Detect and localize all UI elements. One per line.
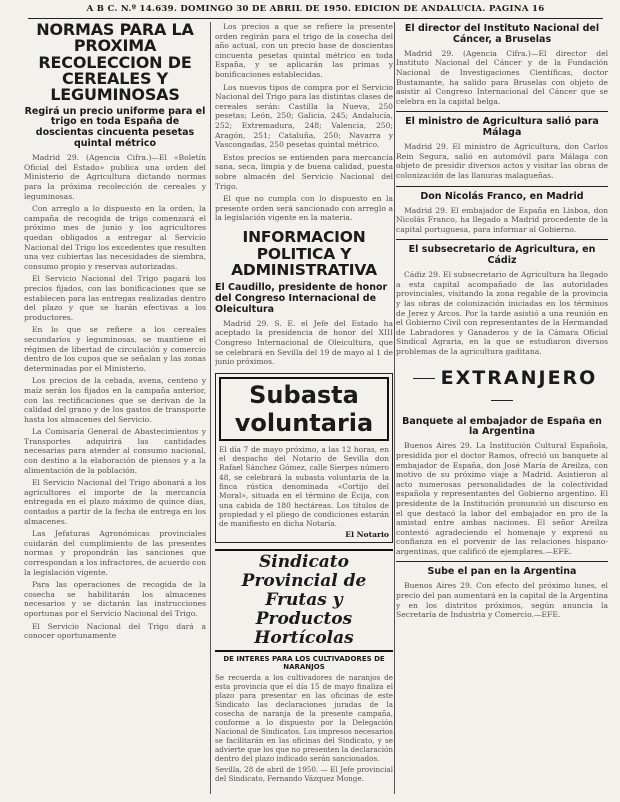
column-right: [396, 22, 608, 794]
article-paragraph: La Comisaría General de Abastecimientos y Transportes adquirirá las cantidades necesarias para atender al consumo nacional, con destino a la elaboración de piensos y a la alimentación de la población.: [24, 427, 206, 475]
article-paragraph: El Servicio Nacional del Trigo dará a conocer oportunamente: [24, 621, 206, 641]
sindicato-banner: Sindicato Provincial de Frutas y Productos Hortícolas: [215, 549, 393, 652]
column-rule: [210, 22, 211, 794]
divider: [396, 561, 608, 562]
article-paragraph: Para las operaciones de recogida de la cosecha se habilitarán los almacenes necesarios y se dictarán las instrucciones oportunas por el Servicio Nacional del Trigo.: [24, 580, 206, 618]
section-title-extranjero: EXTRANJERO: [396, 367, 608, 411]
article-paragraph: Buenos Aires 29. La Institución Cultural Española, presidida por el doctor Ramos, ofreció un banquete al embajador de España, don José María de Areilza, con motivo de su próximo viaje a Madrid. Asistieron al acto numerosas personalidades de la colectividad española y representantes del Gobierno argentino. El presidente de la Institución pronunció un discurso en el que destacó la labor del embajador en pro de la amistad entre ambas naciones. El señor Areilza contestó agradeciendo el homenaje y expresó su confianza en el porvenir de las relaciones hispano-argentinas, que calificó de ejemplares.—EFE.: [396, 441, 608, 556]
article-paragraph: Buenos Aires 29. Con efecto del próximo lunes, el precio del pan aumentará en la capital de la Argentina y en los distritos próximos, según anuncia la Secretaría de Industria y Comercio.—EFE.: [396, 581, 608, 620]
article-paragraph: Las Jefaturas Agronómicas provinciales cuidarán del cumplimiento de las presentes normas y propondrán las sanciones que correspondan a los infractores, de acuerdo con la legislación vigente.: [24, 529, 206, 577]
column-left: [24, 22, 206, 794]
article-headline: Banquete al embajador de España en la Argentina: [402, 415, 602, 438]
article-headline: El subsecretario de Agricultura, en Cádiz: [408, 244, 596, 267]
article-paragraph: Con arreglo a lo dispuesto en la orden, la campaña de recogida de trigo comenzará el próximo mes de junio y los agricultores quedan obligados a entregar al Servicio Nacional del Trigo los excedentes que resulten una vez cubiertas las necesidades de siembra, consumo propio y reservas autorizadas.: [24, 204, 206, 271]
auction-body: El día 7 de mayo próximo, a las 12 horas, en el despacho del Notario de Sevilla don Rafael Sánchez Gómez, calle Sierpes número 48, se celebrará la subasta voluntaria de la finca rústica denominada «Cortijo del Moral», situada en el término de Écija, con una cabida de 180 hectáreas. Los títulos de propiedad y el pliego de condiciones estarán de manifiesto en dicha Notaría.: [219, 444, 389, 529]
article-paragraph: Los nuevos tipos de compra por el Servicio Nacional del Trigo para las distintas clases de cereales serán: Castilla la Nueva, 250 pesetas; León, 250; Galicia, 245; Andalucía, 252; Extremadura, 248; Valencia, 250; Aragón, 251; Cataluña, 250; Navarra y Vascongadas, 250 pesetas quintal métrico.: [215, 82, 393, 150]
article-paragraph: En lo que se refiere a los cereales secundarios y leguminosas, se mantiene el régimen de libertad de circulación y comercio dentro de los cupos que se señalan y las zonas determinadas por el Ministerio.: [24, 325, 206, 373]
article-paragraph: El Servicio Nacional del Trigo pagará los precios fijados, con las bonificaciones que se establecen para las entregas realizadas dentro del plazo y que se harán efectivas a los productores.: [24, 274, 206, 322]
column-rule: [394, 22, 395, 794]
divider: [396, 111, 608, 112]
divider: [396, 239, 608, 240]
article-paragraph: Madrid 29. El ministro de Agricultura, don Carlos Rein Segura, salió en automóvil para Málaga con objeto de presidir diversos actos y visitar las obras de colonización de las llanuras malagueñas.: [396, 142, 608, 181]
article-paragraph: Los precios de la cebada, avena, centeno y maíz serán los fijados en la campaña anterior, con las rectificaciones que se derivan de la calidad del grano y de los gastos de transporte hasta los almacenes del Servicio.: [24, 376, 206, 424]
article-headline: El Caudillo, presidente de honor del Congreso Internacional de Oleicultura: [215, 282, 388, 315]
article-paragraph: Estos precios se entienden para mercancía sana, seca, limpia y de buena calidad, puesta sobre almacén del Servicio Nacional del Trigo.: [215, 152, 393, 191]
sindicato-signature: Sevilla, 28 de abril de 1950. — El Jefe provincial del Sindicato, Fernando Vázquez Monge.: [215, 765, 393, 784]
article-paragraph: Cádiz 29. El subsecretario de Agricultura ha llegado a esta capital acompañado de las autoridades provinciales, visitando la zona regable de la provincia y las obras de colonización iniciadas en los términos de Jerez y Arcos. Por la tarde asistió a una reunión en el Gobierno Civil con representantes de la Hermandad de Labradores y Ganaderos y de la Cámara Oficial Sindical Agraria, en la que se estudiaron diversos problemas de la agricultura gaditana.: [396, 270, 608, 356]
column-middle: [215, 22, 393, 794]
auction-advert: [215, 373, 393, 544]
sindicato-tagline: DE INTERES PARA LOS CULTIVADORES DE NARANJOS: [223, 655, 385, 672]
main-headline: NORMAS PARA LA PROXIMA RECOLECCION DE CEREALES Y LEGUMINOSAS: [36, 22, 194, 105]
article-headline: El ministro de Agricultura salió para Málaga: [405, 116, 599, 139]
sindicato-notice: Se recuerda a los cultivadores de naranjos de esta provincia que el día 15 de mayo finaliza el plazo para presentar en las oficinas de este Sindicato las declaraciones juradas de la cosecha de naranja de la presente campaña, conforme a lo dispuesto por la Delegación Nacional de Sindicatos. Los impresos necesarios se facilitarán en las oficinas del Sindicato, y se advierte que los que no presenten la declaración dentro del plazo indicado serán sancionados.: [215, 673, 393, 764]
main-subheadline: Regirá un precio uniforme para el trigo en toda España de doscientas cincuenta pesetas quintal métrico: [24, 105, 206, 150]
article-headline: Sube el pan en la Argentina: [427, 566, 577, 578]
article-paragraph: Madrid 29. (Agencia Cifra.)—El «Boletín Oficial del Estado» publica una orden del Ministerio de Agricultura dictando normas para la próxima recolección de cereales y leguminosas.: [24, 153, 206, 201]
divider: [396, 186, 608, 187]
article-paragraph: Los precios a que se refiere la presente orden regirán para el trigo de la cosecha del año actual, con un precio base de doscientas cincuenta pesetas quintal métrico en toda España, y se aplicarán las primas y bonificaciones establecidas.: [215, 22, 393, 79]
section-title-politica: INFORMACION POLITICA Y ADMINISTRATIVA: [231, 227, 377, 280]
article-paragraph: El Servicio Nacional del Trigo abonará a los agricultores el importe de la mercancía entregada en el plazo máximo de quince días, contados a partir de la fecha de entrega en los almacenes.: [24, 478, 206, 526]
auction-signature: El Notario: [345, 530, 389, 540]
article-paragraph: Madrid 29. S. E. el Jefe del Estado ha aceptado la presidencia de honor del XIII Congreso Internacional de Oleicultura, que se celebrará en Sevilla del 19 de mayo al 1 de junio próximos.: [215, 318, 393, 367]
article-headline: Don Nicolás Franco, en Madrid: [420, 190, 584, 202]
article-paragraph: El que no cumpla con lo dispuesto en la presente orden será sancionado con arreglo a la legislación vigente en la materia.: [215, 194, 393, 223]
auction-title: Subasta voluntaria: [219, 377, 389, 441]
article-headline: El director del Instituto Nacional del Cáncer, a Bruselas: [404, 23, 600, 45]
article-paragraph: Madrid 29. (Agencia Cifra.)—El director del Instituto Nacional del Cáncer y de la Fundación Nacional de Investigaciones Científicas, doctor Bustamante, ha salido para Bruselas con objeto de asistir al Congreso Internacional del Cáncer que se celebra en la capital belga.: [396, 48, 608, 106]
page-header: A B C. N.º 14.639. DOMINGO 30 DE ABRIL DE 1950. EDICION DE ANDALUCIA. PAGINA 16: [28, 4, 603, 19]
article-paragraph: Madrid 29. El embajador de España en Lisboa, don Nicolás Franco, ha llegado a Madrid procedente de la capital portuguesa, para informar al Gobierno.: [396, 205, 608, 234]
